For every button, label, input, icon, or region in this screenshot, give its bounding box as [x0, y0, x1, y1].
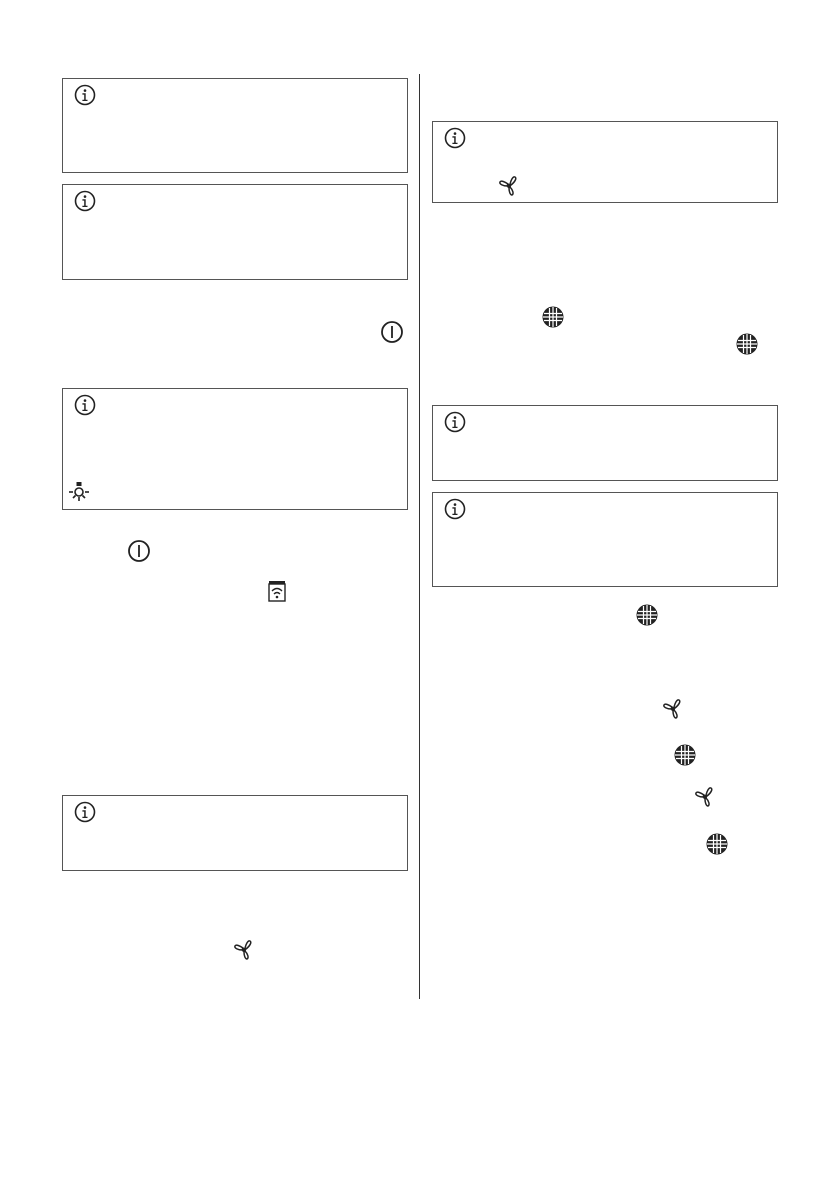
info-box-3 — [62, 388, 408, 510]
info-box-4 — [62, 795, 408, 871]
power-icon — [380, 320, 404, 344]
info-box-7 — [432, 492, 778, 587]
info-circle-icon — [444, 498, 466, 520]
lamp-icon — [67, 481, 91, 505]
grease-filter-icon — [541, 305, 565, 329]
info-circle-icon — [444, 411, 466, 433]
info-circle-icon — [74, 394, 96, 416]
grease-filter-icon — [673, 743, 697, 767]
info-box-6 — [432, 405, 778, 481]
column-divider — [419, 74, 420, 999]
info-box-1 — [62, 78, 408, 173]
fan-icon — [661, 697, 685, 721]
info-circle-icon — [444, 127, 466, 149]
info-box-5 — [432, 121, 778, 203]
info-box-2 — [62, 184, 408, 280]
fan-icon — [232, 938, 256, 962]
grease-filter-icon — [705, 832, 729, 856]
fan-icon — [693, 785, 717, 809]
remote-sensor-icon — [266, 580, 288, 604]
power-icon — [127, 539, 151, 563]
info-circle-icon — [74, 84, 96, 106]
grease-filter-icon — [635, 603, 659, 627]
info-circle-icon — [74, 190, 96, 212]
info-circle-icon — [74, 801, 96, 823]
grease-filter-icon — [735, 332, 759, 356]
fan-icon — [497, 174, 521, 198]
